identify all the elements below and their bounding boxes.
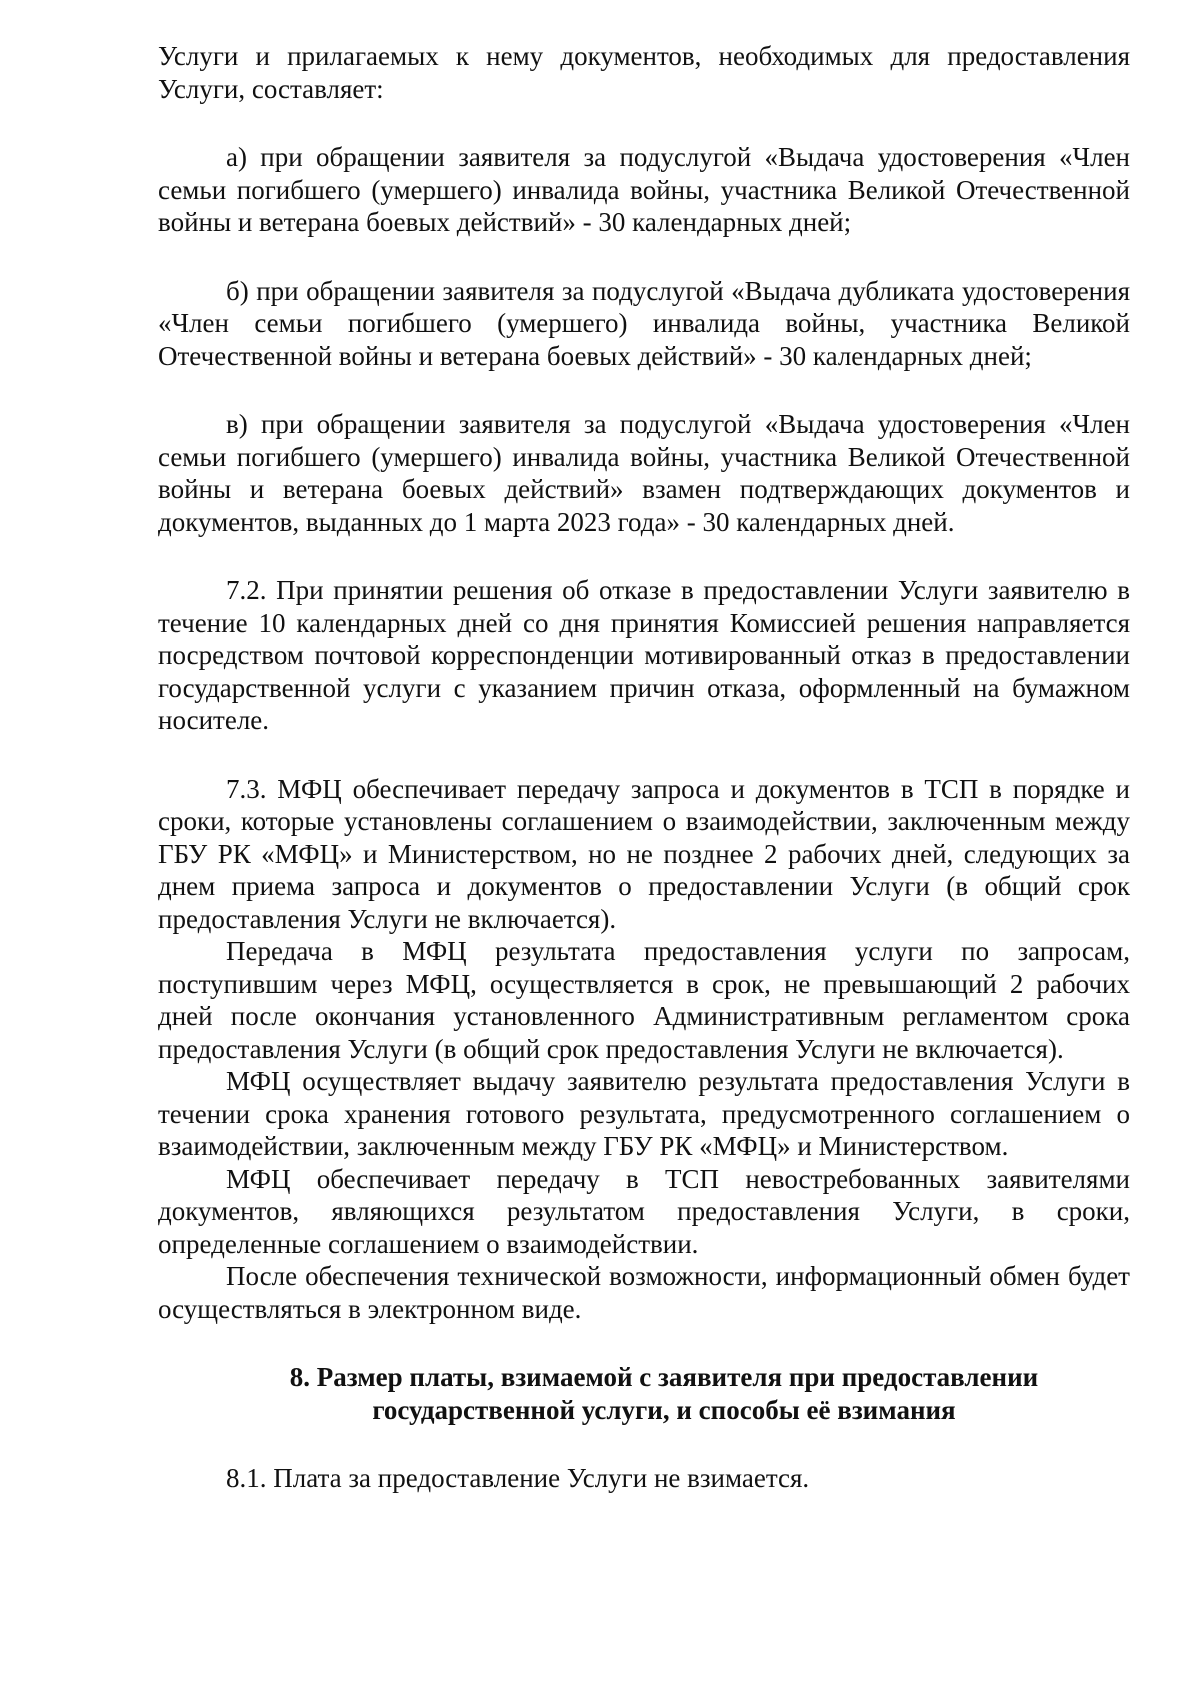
paragraph-mfc-transfer: Передача в МФЦ результата предоставления услуги по запросам, поступившим через МФЦ, осуществляется в срок, не превышающий 2 рабочих дней после окончания установленного Административным регламентом срока предоставления Услуги (в общий срок предоставления Услуги не включается). — [158, 936, 1130, 1064]
paragraph-continuation: Услуги и прилагаемых к нему документов, необходимых для предоставления Услуги, составляет: — [158, 41, 1130, 104]
paragraph-item-a: а) при обращении заявителя за подуслугой «Выдача удостоверения «Член семьи погибшего (умершего) инвалида войны, участника Великой Отечественной войны и ветерана боевых действий» - 30 календарных дней; — [158, 142, 1130, 237]
paragraph-8-1: 8.1. Плата за предоставление Услуги не взимается. — [226, 1463, 810, 1493]
paragraph-electronic-exchange: После обеспечения технической возможности, информационный обмен будет осуществляться в электронном виде. — [158, 1261, 1130, 1324]
section-heading — [158, 1361, 1130, 1426]
paragraph-item-b: б) при обращении заявителя за подуслугой «Выдача дубликата удостоверения «Член семьи погибшего (умершего) инвалида войны, участника Великой Отечественной войны и ветерана боевых действий» - 30 календарных дней; — [158, 275, 1130, 371]
document-page — [158, 40, 1130, 1495]
paragraph-item-v: в) при обращении заявителя за подуслугой «Выдача удостоверения «Член семьи погибшего (умершего) инвалида войны, участника Великой Отечественной войны и ветерана боевых действий» взамен подтверждающих документов и документов, выданных до 1 марта 2023 года» - 30 календарных дней. — [158, 409, 1130, 537]
paragraph-7-3: 7.3. МФЦ обеспечивает передачу запроса и документов в ТСП в порядке и сроки, которые установлены соглашением о взаимодействии, заключенным между ГБУ РК «МФЦ» и Министерством, но не позднее 2 рабочих дней, следующих за днем приема запроса и документов о предоставлении Услуги (в общий срок предоставления Услуги не включается). — [158, 773, 1130, 934]
section-heading-line-1: 8. Размер платы, взимаемой с заявителя при предоставлении — [289, 1362, 1039, 1392]
paragraph-mfc-issue: МФЦ осуществляет выдачу заявителю результата предоставления Услуги в течении срока хранения готового результата, предусмотренного соглашением о взаимодействии, заключенным между ГБУ РК «МФЦ» и Министерством. — [158, 1066, 1130, 1161]
paragraph-mfc-unclaimed: МФЦ обеспечивает передачу в ТСП невостребованных заявителями документов, являющихся результатом предоставления Услуги, в сроки, определенные соглашением о взаимодействии. — [158, 1163, 1130, 1259]
paragraph-7-2: 7.2. При принятии решения об отказе в предоставлении Услуги заявителю в течение 10 календарных дней со дня принятия Комиссией решения направляется посредством почтовой корреспонденции мотивированный отказ в предоставлении государственной услуги с указанием причин отказа, оформленный на бумажном носителе. — [158, 575, 1130, 735]
section-heading-line-2: государственной услуги, и способы её взимания — [372, 1394, 956, 1425]
